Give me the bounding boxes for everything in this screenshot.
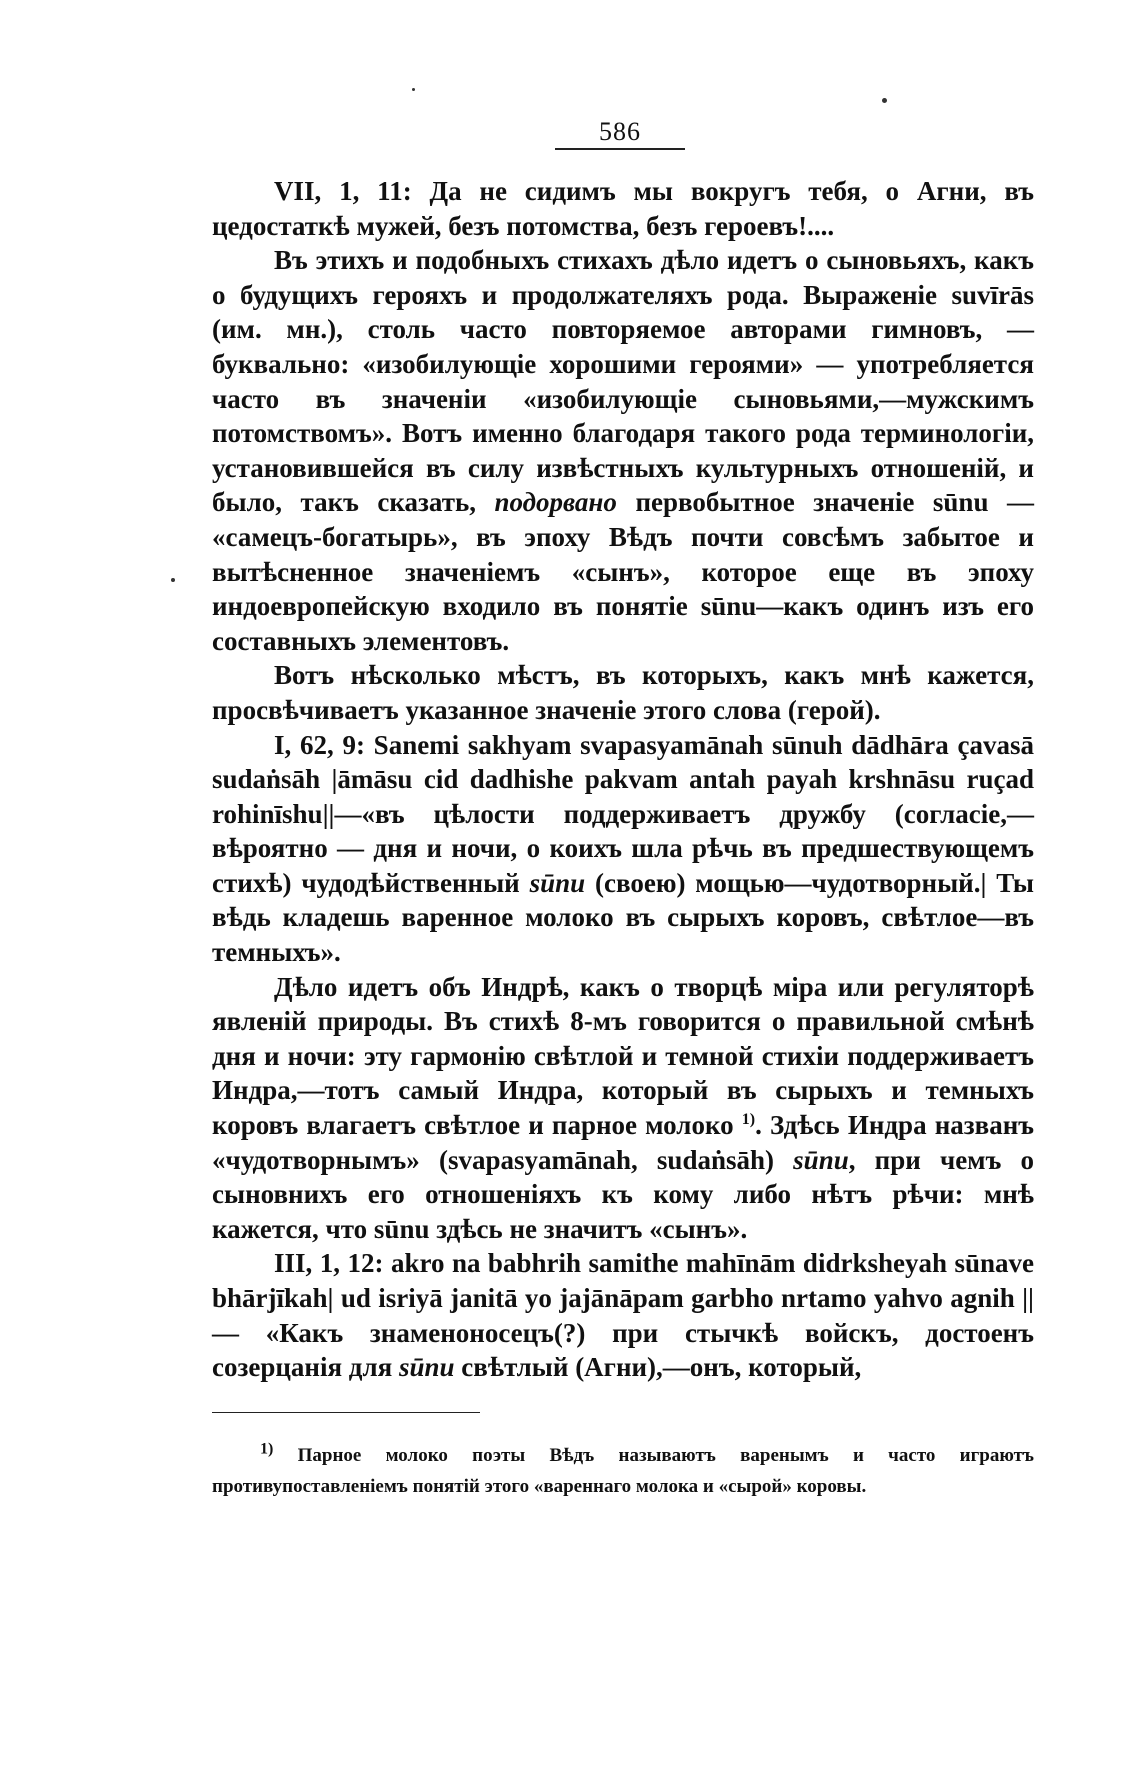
footnote: [212, 1440, 1034, 1502]
footnote-reference: 1): [741, 1111, 756, 1129]
italic-term: sūnu: [398, 1352, 455, 1383]
text-run: первобытное значеніе sūnu — «самецъ-богатырь», въ эпоху Вѣдъ почти совсѣмъ забытое и вытѣсненное значеніемъ «сынъ», которое еще въ эпоху индоевропейскую входило въ понятіе sūnu—какъ одинъ изъ его составныхъ элементовъ.: [212, 487, 1034, 656]
footnote-text: Парное молоко поэты Вѣдъ называютъ варенымъ и часто играютъ противупоставленіемъ понятій этого «вареннаго молока и «сырой» коровы.: [212, 1445, 1034, 1497]
print-speck: [412, 88, 415, 91]
body-text: [212, 174, 1034, 1385]
text-run: I, 62, 9: Sanemi sakhyam svapasyamānah sūnuh dādhāra çavasā sudaṅsāh |āmāsu cid dadhishe pakvam antah payah krshnāsu ruçad rohinīshu||—«въ цѣлости поддерживаетъ дружбу (согласіе,—вѣроятно — дня и ночи, о коихъ шла рѣчь въ предшествующемъ стихѣ) чудодѣйственный: [212, 729, 1034, 898]
text-run: Въ этихъ и подобныхъ стихахъ дѣло идетъ о сыновьяхъ, какъ о будущихъ герояхъ и продолжателяхъ рода. Выраженіе suvīrās (им. мн.), столь часто повторяемое авторами гимновъ, —буквально: «изобилующіе хорошими героями» — употребляется часто въ значеніи «изобилующіе сыновьями,—мужскимъ потомствомъ». Вотъ именно благодаря такого рода терминологіи, установившейся въ силу извѣстныхъ культурныхъ отношеній, и было, такъ сказать,: [212, 245, 1034, 518]
italic-term: sūnu: [793, 1144, 849, 1175]
text-run: Вотъ нѣсколько мѣстъ, въ которыхъ, какъ мнѣ кажется, просвѣчиваетъ указанное значеніе этого слова (герой).: [212, 660, 1034, 725]
text-run: . Здѣсь Индра названъ «чудотворнымъ» (svapasyamānah, sudaṅsāh): [212, 1110, 1034, 1175]
text-run: VII, 1, 11: Да не сидимъ мы вокругъ тебя, о Агни, въ цедостаткѣ мужей, безъ потомства, безъ героевъ!....: [212, 176, 1034, 241]
italic-term: sūnu: [529, 867, 586, 898]
footnote-paragraph: [212, 1440, 1034, 1502]
text-run: , при чемъ о сыновнихъ его отношеніяхъ къ кому либо нѣтъ рѣчи: мнѣ кажется, что sūnu здѣсь не значитъ «сынъ».: [212, 1144, 1034, 1244]
body-paragraph: [212, 243, 1034, 658]
page-number-rule: [555, 148, 685, 150]
text-run: (своею) мощью—чудотворный.| Ты вѣдь кладешь варенное молоко въ сырыхъ коровъ, свѣтлое—въ темныхъ».: [212, 867, 1034, 968]
page-number: 586: [599, 117, 641, 146]
body-paragraph: [212, 1246, 1034, 1384]
footnote-rule: [212, 1412, 480, 1413]
footnote-marker: 1): [260, 1440, 274, 1458]
body-paragraph: [212, 174, 1034, 243]
text-run: Дѣло идетъ объ Индрѣ, какъ о творцѣ міра или регуляторѣ явленій природы. Въ стихѣ 8-мъ говорится о правильной смѣнѣ дня и ночи: эту гармонію свѣтлой и темной стихіи поддерживаетъ Индра,—тотъ самый Индра, который въ сырыхъ и темныхъ коровъ влагаетъ свѣтлое и парное молоко: [212, 971, 1034, 1141]
italic-term: подорвано: [494, 487, 617, 518]
body-paragraph: [212, 728, 1034, 970]
body-paragraph: [212, 970, 1034, 1247]
body-paragraph: [212, 658, 1034, 727]
text-run: свѣтлый (Агни),—онъ, который,: [454, 1352, 862, 1383]
print-speck: [882, 98, 887, 103]
text-run: III, 1, 12: akro na babhrih samithe mahīnām didrksheyah sūnave bhārjīkah| ud isriyā janitā yo jajānāpam garbho nrtamo yahvo agnih || — «Какъ знаменоносецъ(?) при стычкѣ войскъ, достоенъ созерцанія для: [212, 1248, 1034, 1383]
print-speck: [171, 578, 175, 582]
